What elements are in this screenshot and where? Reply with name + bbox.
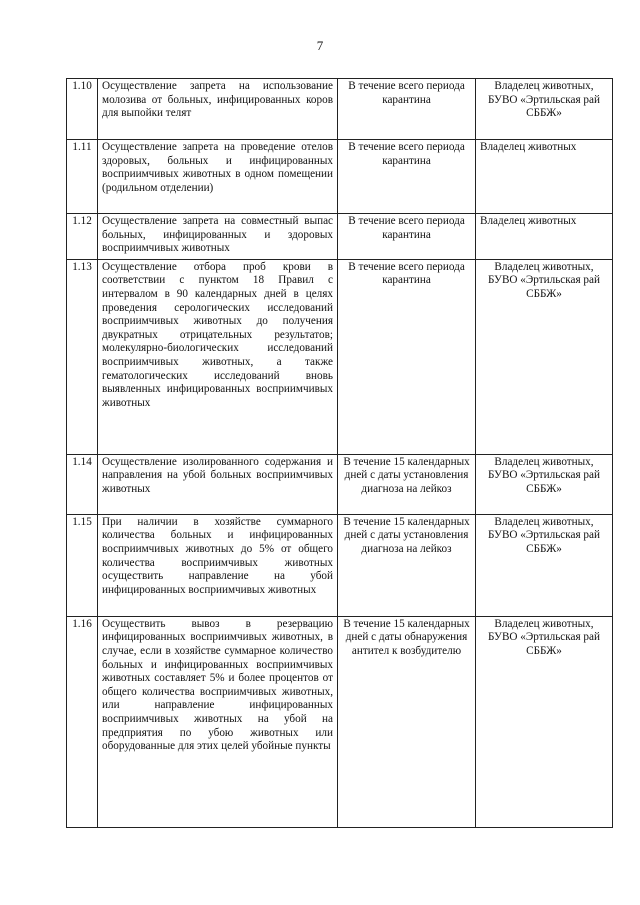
row-responsible: Владелец животных, БУВО «Эртильская рай СББЖ» — [476, 616, 613, 827]
row-action: Осуществление отбора проб крови в соответствии с пунктом 18 Правил с интервалом в 90 календарных дней в целях проведения серологических исследований восприимчивых животных до получения двукратных отрицательных результатов; молекулярно-биологических исследований восприимчивых животных, а также гематологических исследований вновь выявленных инфицированных восприимчивых животных — [98, 259, 338, 454]
table-row — [67, 214, 613, 260]
row-responsible: Владелец животных, БУВО «Эртильская рай СББЖ» — [476, 514, 613, 616]
row-action: Осуществить вывоз в резервацию инфицированных восприимчивых животных, в случае, если в хозяйстве суммарное количество больных и инфицированных восприимчивых животных составляет 5% и более процентов от общего количества восприимчивых животных, или направление инфицированных восприимчивых животных на убой на предприятия по убою животных или оборудованные для этих целей убойные пункты — [98, 616, 338, 827]
row-responsible: Владелец животных — [476, 214, 613, 260]
row-action: Осуществление запрета на совместный выпас больных, инфицированных и здоровых восприимчивых животных — [98, 214, 338, 260]
table-row — [67, 140, 613, 214]
row-number: 1.12 — [67, 214, 98, 260]
row-term: В течение 15 календарных дней с даты обнаружения антител к возбудителю — [338, 616, 476, 827]
row-number: 1.10 — [67, 79, 98, 140]
row-number: 1.14 — [67, 454, 98, 514]
measures-table — [66, 78, 613, 828]
row-responsible: Владелец животных, БУВО «Эртильская рай СББЖ» — [476, 259, 613, 454]
row-responsible: Владелец животных, БУВО «Эртильская рай СББЖ» — [476, 79, 613, 140]
table-row — [67, 514, 613, 616]
table-row — [67, 616, 613, 827]
page-number: 7 — [316, 38, 324, 53]
row-term: В течение всего периода карантина — [338, 140, 476, 214]
row-number: 1.11 — [67, 140, 98, 214]
table-row — [67, 259, 613, 454]
row-responsible: Владелец животных, БУВО «Эртильская рай СББЖ» — [476, 454, 613, 514]
table-row — [67, 79, 613, 140]
row-action: Осуществление запрета на использование молозива от больных, инфицированных коров для выпойки телят — [98, 79, 338, 140]
row-term: В течение 15 календарных дней с даты установления диагноза на лейкоз — [338, 514, 476, 616]
row-term: В течение всего периода карантина — [338, 259, 476, 454]
row-action: Осуществление изолированного содержания и направления на убой больных восприимчивых животных — [98, 454, 338, 514]
row-responsible: Владелец животных — [476, 140, 613, 214]
table-row — [67, 454, 613, 514]
row-term: В течение всего периода карантина — [338, 214, 476, 260]
row-action: При наличии в хозяйстве суммарного количества больных и инфицированных восприимчивых животных до 5% от общего количества восприимчивых животных осуществить направление на убой инфицированных восприимчивых животных — [98, 514, 338, 616]
row-term: В течение всего периода карантина — [338, 79, 476, 140]
row-term: В течение 15 календарных дней с даты установления диагноза на лейкоз — [338, 454, 476, 514]
row-number: 1.13 — [67, 259, 98, 454]
row-action: Осуществление запрета на проведение отелов здоровых, больных и инфицированных восприимчивых животных в одном помещении (родильном отделении) — [98, 140, 338, 214]
row-number: 1.16 — [67, 616, 98, 827]
row-number: 1.15 — [67, 514, 98, 616]
